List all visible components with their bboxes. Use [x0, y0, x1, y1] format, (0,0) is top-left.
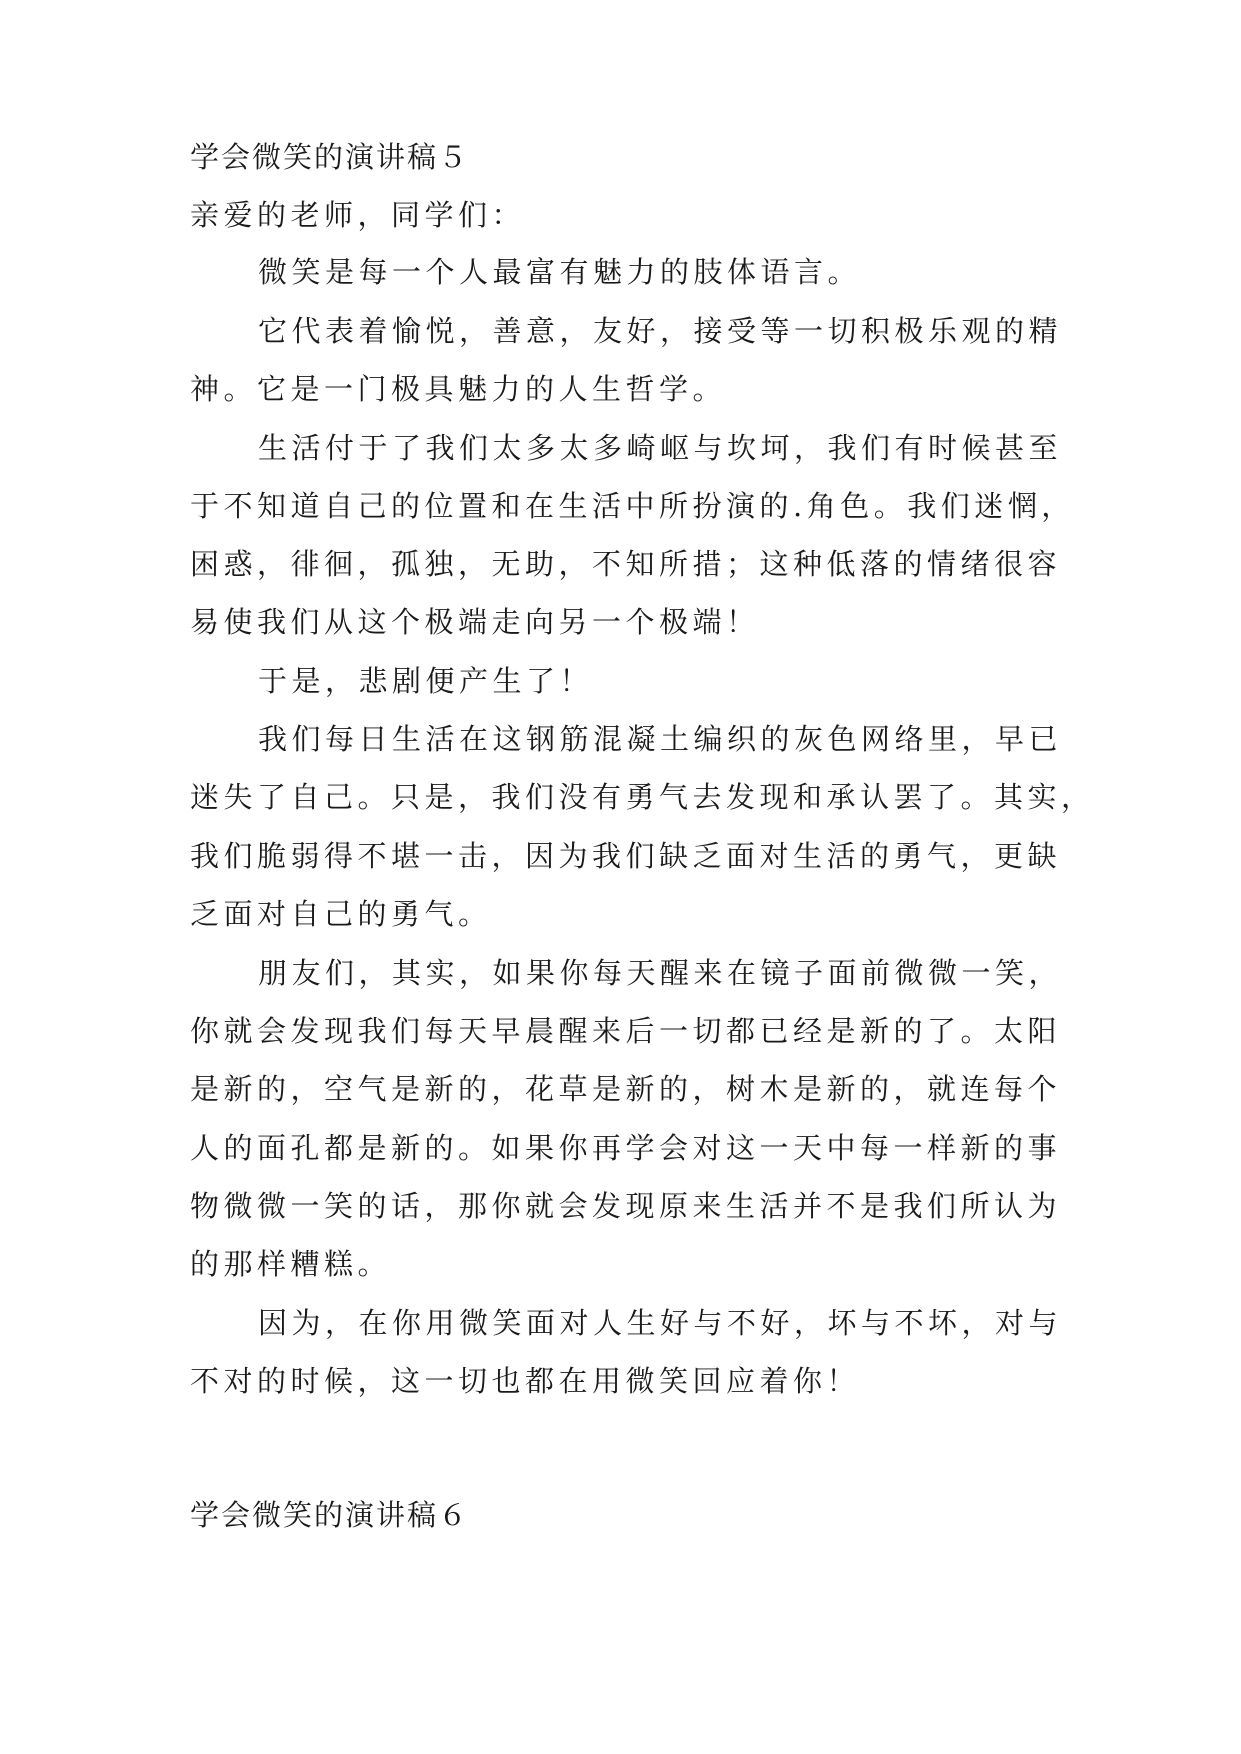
- paragraph-line: 是新的，空气是新的，花草是新的，树木是新的，就连每个: [190, 1072, 1062, 1106]
- paragraph-line: 生活付于了我们太多太多崎岖与坎坷，我们有时候甚至: [258, 431, 1063, 465]
- paragraph-line: 于不知道自己的位置和在生活中所扮演的.角色。我们迷惘，: [190, 489, 1075, 523]
- paragraph-line: 物微微一笑的话，那你就会发现原来生活并不是我们所认为: [190, 1189, 1062, 1223]
- paragraph-line: 人的面孔都是新的。如果你再学会对这一天中每一样新的事: [190, 1131, 1062, 1165]
- paragraph-line: 的那样糟糕。: [190, 1247, 392, 1281]
- paragraph-line: 不对的时候，这一切也都在用微笑回应着你！: [190, 1364, 861, 1398]
- section-5-title: 学会微笑的演讲稿５: [190, 140, 470, 174]
- section-6-title: 学会微笑的演讲稿６: [190, 1498, 470, 1532]
- paragraph-line: 我们每日生活在这钢筋混凝土编织的灰色网络里，早已: [258, 722, 1063, 756]
- paragraph-line: 我们脆弱得不堪一击，因为我们缺乏面对生活的勇气，更缺: [190, 839, 1062, 873]
- paragraph-line: 微笑是每一个人最富有魅力的肢体语言。: [258, 255, 862, 289]
- paragraph-line: 易使我们从这个极端走向另一个极端！: [190, 605, 760, 639]
- paragraph-line: 神。它是一门极具魅力的人生哲学。: [190, 372, 727, 406]
- paragraph-line: 迷失了自己。只是，我们没有勇气去发现和承认罢了。其实，: [190, 780, 1095, 814]
- paragraph-line: 因为，在你用微笑面对人生好与不好，坏与不坏，对与: [258, 1306, 1063, 1340]
- paragraph-line: 于是，悲剧便产生了！: [258, 664, 594, 698]
- paragraph-line: 乏面对自己的勇气。: [190, 897, 492, 931]
- paragraph-line: 困惑，徘徊，孤独，无助，不知所措；这种低落的情绪很容: [190, 547, 1062, 581]
- paragraph-line: 它代表着愉悦，善意，友好，接受等一切积极乐观的精: [258, 314, 1063, 348]
- paragraph-line: 朋友们，其实，如果你每天醒来在镜子面前微微一笑，: [258, 956, 1063, 990]
- salutation: 亲爱的老师，同学们：: [190, 198, 526, 232]
- paragraph-line: 你就会发现我们每天早晨醒来后一切都已经是新的了。太阳: [190, 1014, 1062, 1048]
